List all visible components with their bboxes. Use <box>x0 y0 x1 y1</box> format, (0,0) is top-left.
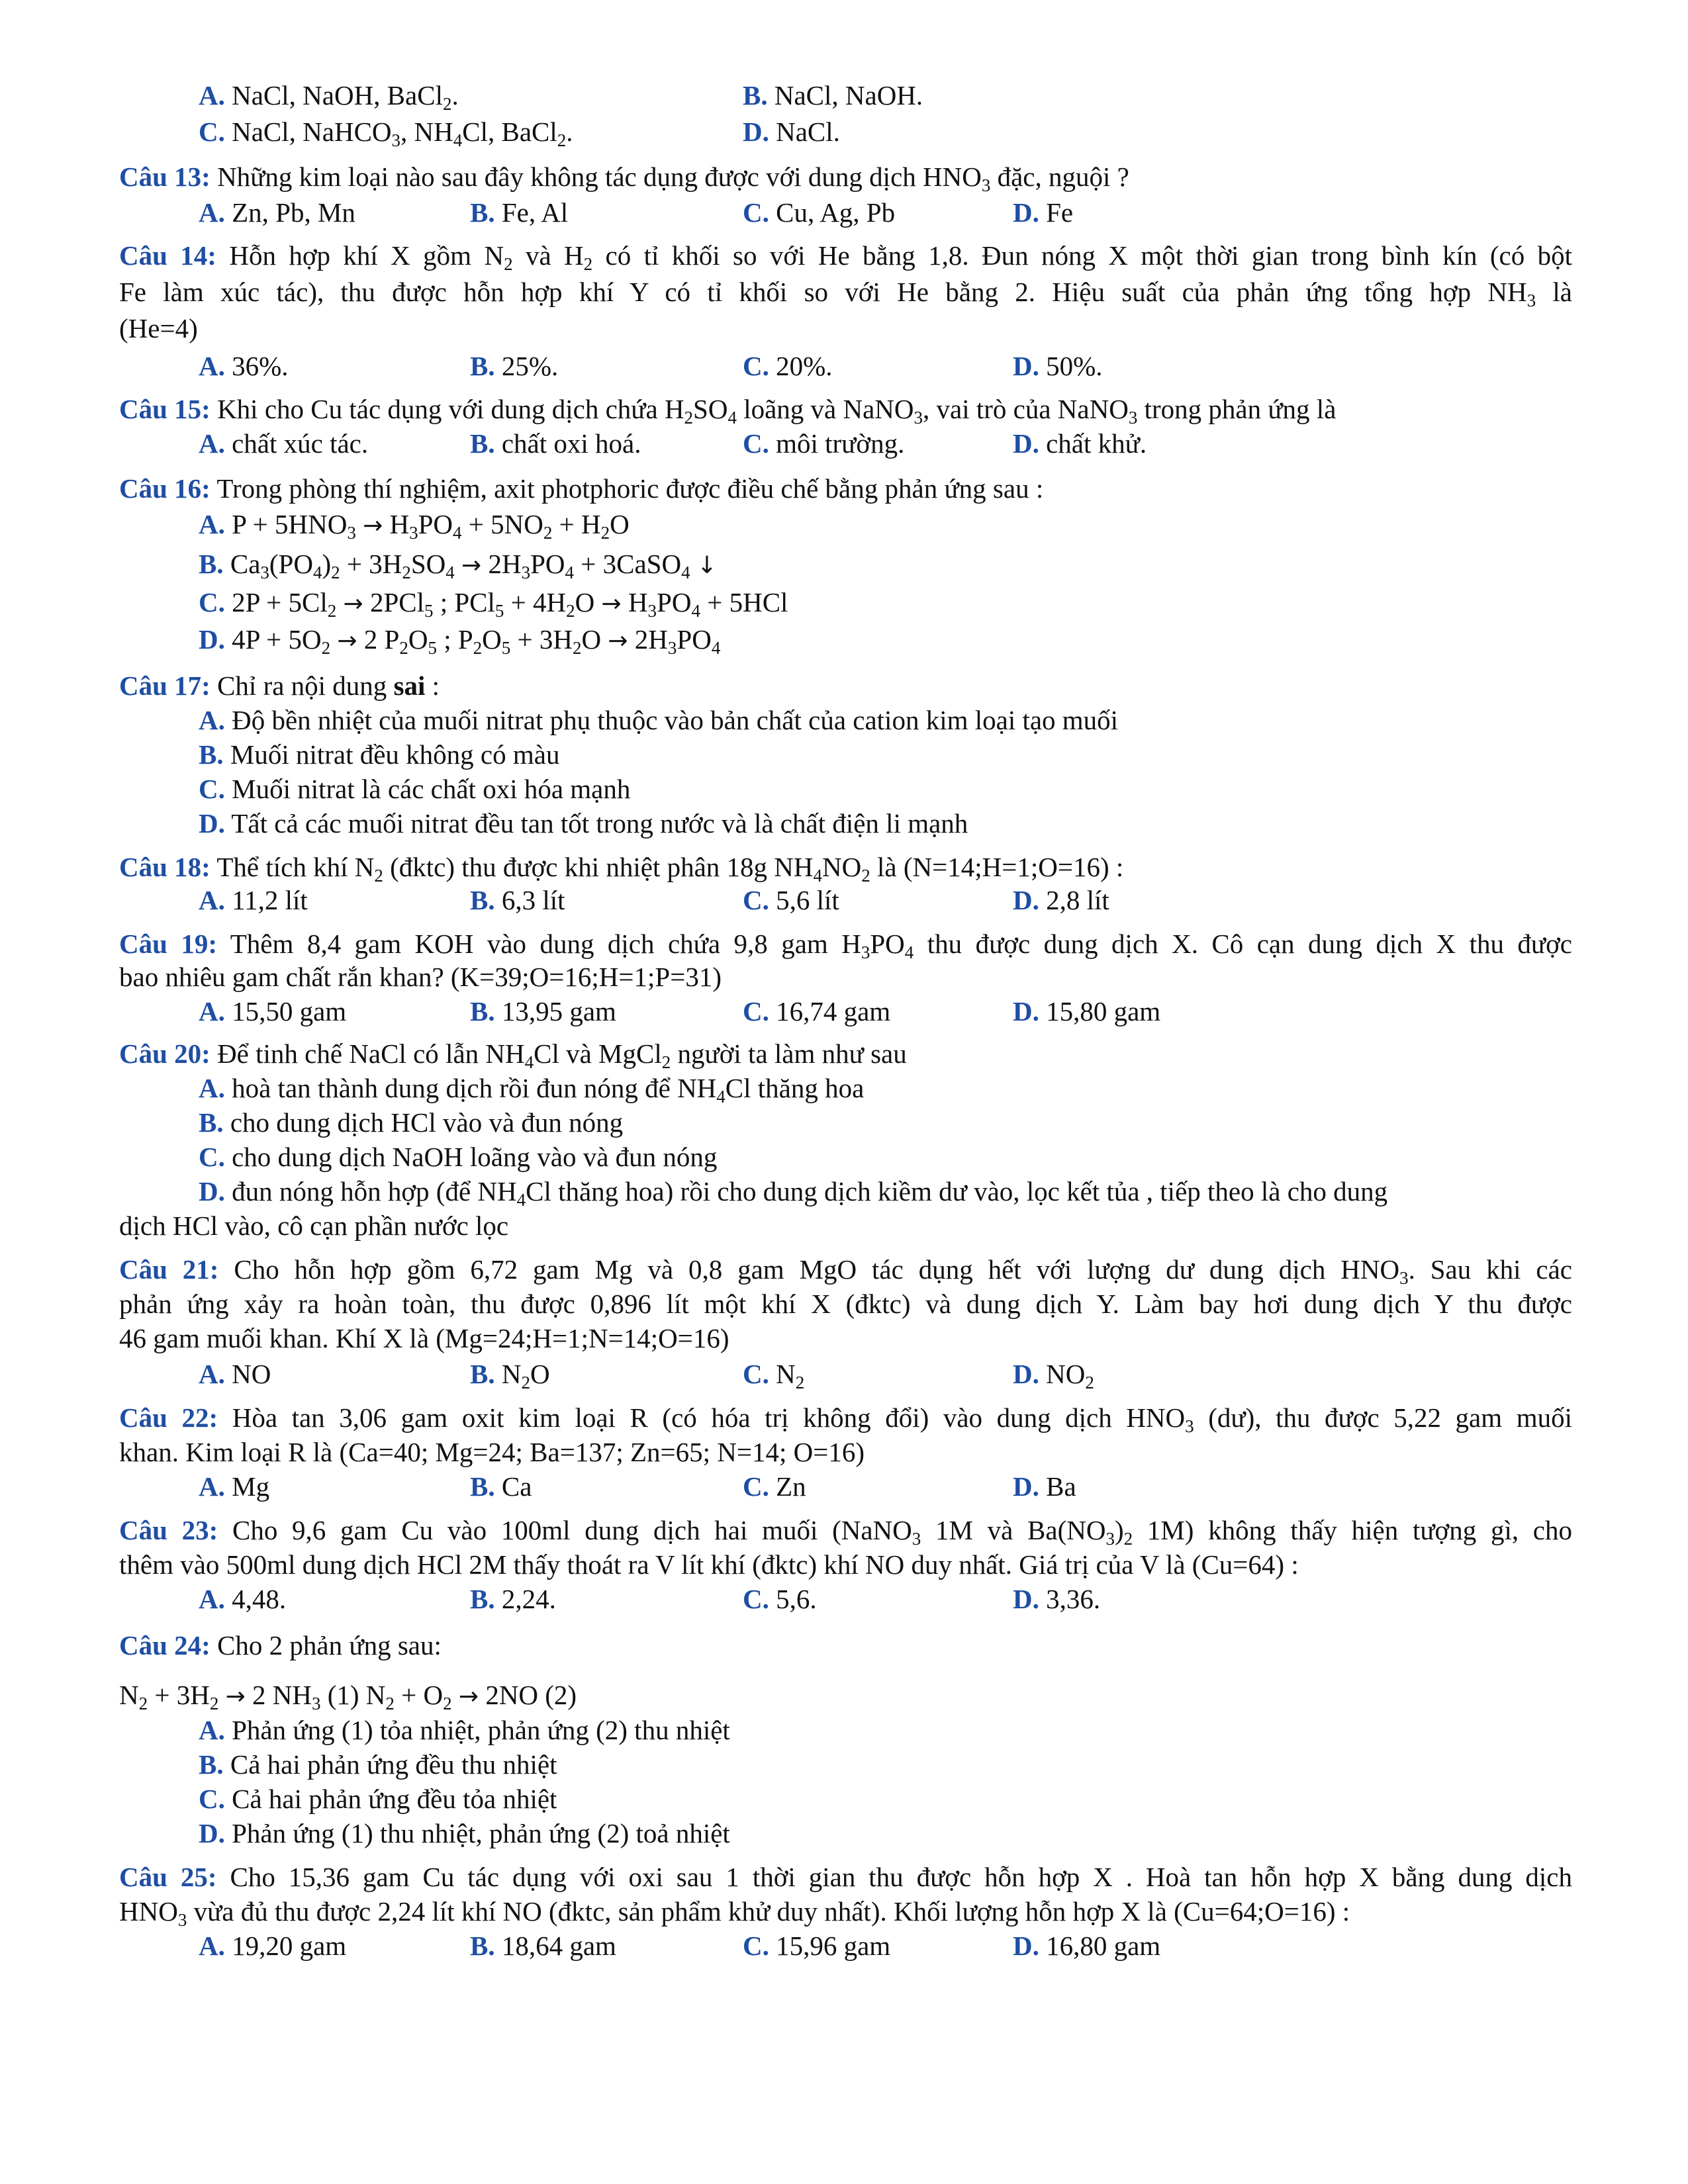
option-25-b[interactable]: B. 18,64 gam <box>470 1931 616 1961</box>
question-23-stem-line-2: thêm vào 500ml dung dịch HCl 2M thấy thoát ra V lít khí (đktc) khí NO duy nhất. Giá trị của V là (Cu=64) : <box>119 1549 1299 1580</box>
option-18-b[interactable]: B. 6,3 lít <box>470 885 565 915</box>
question-14-stem-line-3: (He=4) <box>119 313 198 343</box>
option-13-a[interactable]: A. Zn, Pb, Mn <box>199 197 355 228</box>
option-14-a[interactable]: A. 36%. <box>199 351 289 381</box>
option-12-d[interactable]: D. NaCl. <box>743 116 840 147</box>
option-23-b[interactable]: B. 2,24. <box>470 1584 556 1614</box>
option-16-b[interactable]: B. $Ca_3(PO_4)_2 + 3H_2SO_4 \to 2H_3PO_4$ + 3CaSO$_4$ ↓ <box>199 549 717 582</box>
option-15-b[interactable]: B. chất oxi hoá. <box>470 428 641 459</box>
option-20-a[interactable]: A. hoà tan thành dung dịch rồi đun nóng để $NH_4Cl$ thăng hoa <box>199 1073 865 1107</box>
question-18-stem: Câu 18: Thể tích khí $N_2$ (đktc) thu được khi nhiệt phân 18g $NH_4NO_2$ là (N=14;H=1;O=16) : <box>119 852 1124 886</box>
option-14-b[interactable]: B. 25%. <box>470 351 559 381</box>
option-15-c[interactable]: C. môi trường. <box>743 428 905 459</box>
question-19-stem-line-1: Câu 19: Thêm 8,4 gam KOH vào dung dịch chứa 9,8 gam $H_3PO_4$ thu được dung dịch X. Cô cạn dung dịch X thu được <box>119 929 1573 962</box>
option-19-a[interactable]: A. 15,50 gam <box>199 996 347 1026</box>
question-21-stem-line-1: Câu 21: Cho hỗn hợp gồm 6,72 gam Mg và 0,8 gam MgO tác dụng hết với lượng dư dung dịch $HNO_3$. Sau khi các <box>119 1254 1572 1288</box>
option-23-c[interactable]: C. 5,6. <box>743 1584 817 1614</box>
option-17-d[interactable]: D. Tất cả các muối nitrat đều tan tốt trong nước và là chất điện li mạnh <box>199 808 968 839</box>
option-13-c[interactable]: C. Cu, Ag, Pb <box>743 197 896 228</box>
question-24-reaction: $N_2 + 3H_2 \to 2$ $NH_3$ (1) $N_2 + O_2 \to 2NO$ (2) <box>119 1680 577 1713</box>
option-23-d[interactable]: D. 3,36. <box>1013 1584 1101 1614</box>
question-22-stem-line-1: Câu 22: Hòa tan 3,06 gam oxit kim loại R (có hóa trị không đổi) vào dung dịch $HNO_3$ (dư), thu được 5,22 gam muối <box>119 1402 1572 1436</box>
option-21-b[interactable]: B. $N_2O$ <box>470 1359 550 1392</box>
option-21-a[interactable]: A. NO <box>199 1359 271 1389</box>
question-22-stem-line-2: khan. Kim loại R là (Ca=40; Mg=24; Ba=137; Zn=65; N=14; O=16) <box>119 1437 865 1467</box>
option-17-b[interactable]: B. Muối nitrat đều không có màu <box>199 739 560 770</box>
option-18-c[interactable]: C. 5,6 lít <box>743 885 839 915</box>
question-15-stem: Câu 15: Khi cho Cu tác dụng với dung dịch chứa $H_2SO_4$ loãng và NaNO$_3$, vai trò của NaNO$_3$ trong phản ứng là <box>119 394 1336 428</box>
option-15-a[interactable]: A. chất xúc tác. <box>199 428 369 459</box>
option-17-a[interactable]: A. Độ bền nhiệt của muối nitrat phụ thuộc vào bản chất của cation kim loại tạo muối <box>199 705 1119 735</box>
question-16-stem: Câu 16: Trong phòng thí nghiệm, axit photphoric được điều chế bằng phản ứng sau : <box>119 473 1044 504</box>
option-19-c[interactable]: C. 16,74 gam <box>743 996 891 1026</box>
option-19-b[interactable]: B. 13,95 gam <box>470 996 616 1026</box>
option-25-c[interactable]: C. 15,96 gam <box>743 1931 891 1961</box>
option-20-d-continuation: dịch HCl vào, cô cạn phần nước lọc <box>119 1210 509 1241</box>
question-14-stem-line-1: Câu 14: Hỗn hợp khí X gồm $N_2$ và $H_2$ có tỉ khối so với He bằng 1,8. Đun nóng X một thời gian trong bình kín (có bột <box>119 240 1572 274</box>
question-25-stem-line-2: $HNO_3$ vừa đủ thu được 2,24 lít khí NO (đktc, sản phẩm khử duy nhất). Khối lượng hỗn hợp X là (Cu=64;O=16) : <box>119 1896 1350 1930</box>
option-20-d[interactable]: D. đun nóng hỗn hợp (để $NH_4Cl$ thăng hoa) rồi cho dung dịch kiềm dư vào, lọc kết tủa , tiếp theo là cho dung <box>199 1176 1388 1210</box>
option-18-d[interactable]: D. 2,8 lít <box>1013 885 1109 915</box>
option-24-c[interactable]: C. Cả hai phản ứng đều tỏa nhiệt <box>199 1784 557 1814</box>
option-17-c[interactable]: C. Muối nitrat là các chất oxi hóa mạnh <box>199 774 631 804</box>
option-14-c[interactable]: C. 20%. <box>743 351 833 381</box>
option-24-b[interactable]: B. Cả hai phản ứng đều thu nhiệt <box>199 1749 557 1780</box>
option-22-b[interactable]: B. Ca <box>470 1471 532 1502</box>
option-18-a[interactable]: A. 11,2 lít <box>199 885 308 915</box>
question-20-stem: Câu 20: Để tinh chế NaCl có lẫn $NH_4Cl$ và MgCl$_2$ người ta làm như sau <box>119 1038 907 1072</box>
question-19-stem-line-2: bao nhiêu gam chất rắn khan? (K=39;O=16;H=1;P=31) <box>119 962 722 992</box>
question-21-stem-line-2: phản ứng xảy ra hoàn toàn, thu được 0,896 lít một khí X (đktc) và dung dịch Y. Làm bay hơi dung dịch Y thu được <box>119 1289 1572 1319</box>
option-16-a[interactable]: A. $P + 5HNO_3 \to H_3PO_4 + 5NO_2 + H_2O$ <box>199 509 630 543</box>
option-25-d[interactable]: D. 16,80 gam <box>1013 1931 1161 1961</box>
question-23-stem-line-1: Câu 23: Cho 9,6 gam Cu vào 100ml dung dịch hai muối (NaNO$_3$ 1M và $Ba(NO_3)_2$ 1M) không thấy hiện tượng gì, cho <box>119 1515 1572 1549</box>
option-12-a[interactable]: A. NaCl, NaOH, BaCl$_2$. <box>199 80 459 114</box>
option-24-d[interactable]: D. Phản ứng (1) thu nhiệt, phản ứng (2) toả nhiệt <box>199 1818 730 1848</box>
option-14-d[interactable]: D. 50%. <box>1013 351 1103 381</box>
option-23-a[interactable]: A. 4,48. <box>199 1584 287 1614</box>
option-15-d[interactable]: D. chất khử. <box>1013 428 1147 459</box>
option-16-d[interactable]: D. $4P + 5O_2 \to 2$ $P_2O_5$ ; $P_2O_5 + 3H_2O \to 2H_3PO_4$ <box>199 624 721 658</box>
option-19-d[interactable]: D. 15,80 gam <box>1013 996 1161 1026</box>
question-25-stem-line-1: Câu 25: Cho 15,36 gam Cu tác dụng với oxi sau 1 thời gian thu được hỗn hợp X . Hoà tan hỗn hợp X bằng dung dịch <box>119 1862 1572 1892</box>
question-13-stem: Câu 13: Những kim loại nào sau đây không tác dụng được với dung dịch $HNO_3$ đặc, nguội ? <box>119 161 1129 195</box>
question-21-stem-line-3: 46 gam muối khan. Khí X là (Mg=24;H=1;N=14;O=16) <box>119 1323 729 1353</box>
option-20-b[interactable]: B. cho dung dịch HCl vào và đun nóng <box>199 1107 624 1138</box>
option-21-c[interactable]: C. $N_2$ <box>743 1359 805 1392</box>
option-12-c[interactable]: C. NaCl, NaHCO$_3$, $NH_4Cl$, BaCl$_2$. <box>199 116 573 150</box>
option-25-a[interactable]: A. 19,20 gam <box>199 1931 347 1961</box>
option-16-c[interactable]: C. $2P + 5Cl_2 \to 2PCl_5$ ; $PCl_5 + 4H_2O \to H_3PO_4 + 5HCl$ <box>199 587 788 621</box>
option-12-b[interactable]: B. NaCl, NaOH. <box>743 80 923 111</box>
option-22-a[interactable]: A. Mg <box>199 1471 270 1502</box>
option-20-c[interactable]: C. cho dung dịch NaOH loãng vào và đun nóng <box>199 1142 718 1172</box>
option-22-c[interactable]: C. Zn <box>743 1471 806 1502</box>
option-13-d[interactable]: D. Fe <box>1013 197 1074 228</box>
option-22-d[interactable]: D. Ba <box>1013 1471 1076 1502</box>
option-13-b[interactable]: B. Fe, Al <box>470 197 569 228</box>
question-24-stem: Câu 24: Cho 2 phản ứng sau: <box>119 1630 442 1661</box>
question-14-stem-line-2: Fe làm xúc tác), thu được hỗn hợp khí Y có tỉ khối so với He bằng 2. Hiệu suất của phản ứng tổng hợp $NH_3$ là <box>119 277 1572 310</box>
option-21-d[interactable]: D. $NO_2$ <box>1013 1359 1094 1392</box>
option-24-a[interactable]: A. Phản ứng (1) tỏa nhiệt, phản ứng (2) thu nhiệt <box>199 1715 730 1745</box>
question-17-stem: Câu 17: Chỉ ra nội dung sai : <box>119 670 440 701</box>
